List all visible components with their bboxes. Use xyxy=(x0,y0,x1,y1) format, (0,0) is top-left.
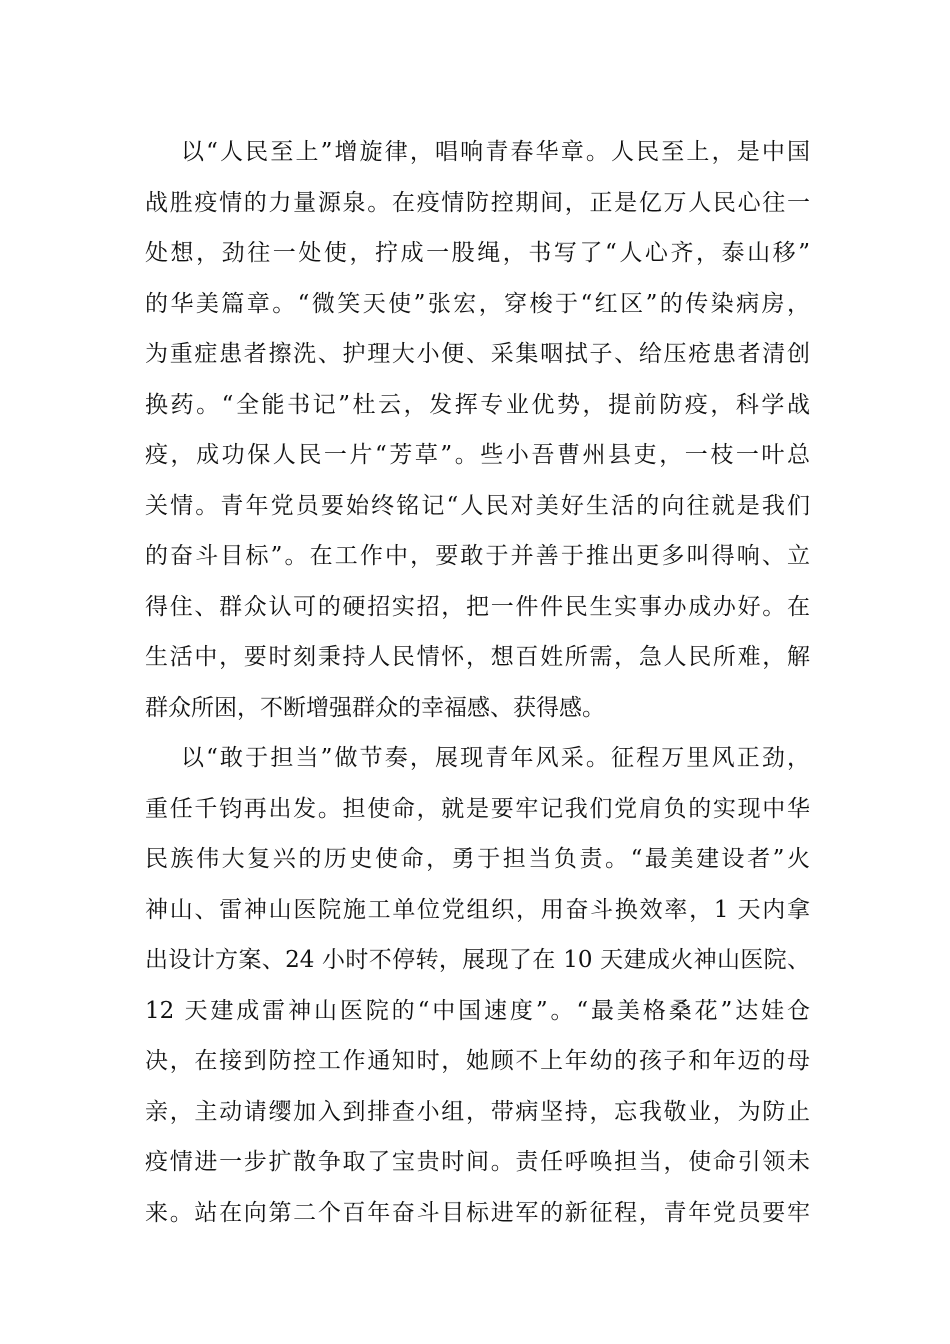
text-line: 以“人民至上”增旋律，唱响青春华章。人民至上，是中国 xyxy=(181,139,810,165)
text-line: 得住、群众认可的硬招实招，把一件件民生实事办成办好。在 xyxy=(145,593,810,620)
text-line: 12 天建成雷神山医院的“中国速度”。“最美格桑花”达娃仓 xyxy=(145,997,810,1024)
text-line: 神山、雷神山医院施工单位党组织，用奋斗换效率，1 天内拿 xyxy=(145,896,810,923)
text-line: 的华美篇章。“微笑天使”张宏，穿梭于“红区”的传染病房， xyxy=(145,290,810,317)
text-line: 关情。青年党员要始终铭记“人民对美好生活的向往就是我们 xyxy=(145,492,810,519)
paragraph-people-first xyxy=(145,130,810,736)
text-line: 为重症患者擦洗、护理大小便、采集咽拭子、给压疮患者清创 xyxy=(145,341,810,367)
text-line: 出设计方案、24 小时不停转，展现了在 10 天建成火神山医院、 xyxy=(145,947,810,973)
body-text xyxy=(145,130,810,1241)
text-line: 亲，主动请缨加入到排查小组，带病坚持，忘我敬业，为防止 xyxy=(145,1098,810,1125)
text-line: 以“敢于担当”做节奏，展现青年风采。征程万里风正劲， xyxy=(181,745,810,771)
text-line: 处想，劲往一处使，拧成一股绳，书写了“人心齐，泰山移” xyxy=(145,240,810,266)
text-line: 疫情进一步扩散争取了宝贵时间。责任呼唤担当，使命引领未 xyxy=(145,1149,810,1175)
text-line: 疫，成功保人民一片“芳草”。些小吾曹州县吏，一枝一叶总 xyxy=(145,442,810,468)
text-line: 生活中，要时刻秉持人民情怀，想百姓所需，急人民所难，解 xyxy=(145,644,810,670)
text-line: 重任千钧再出发。担使命，就是要牢记我们党肩负的实现中华 xyxy=(145,795,810,822)
text-line: 的奋斗目标”。在工作中，要敢于并善于推出更多叫得响、立 xyxy=(145,543,810,569)
text-line: 决，在接到防控工作通知时，她顾不上年幼的孩子和年迈的母 xyxy=(145,1048,810,1074)
text-line: 换药。“全能书记”杜云，发挥专业优势，提前防疫，科学战 xyxy=(145,391,810,418)
text-line: 群众所困，不断增强群众的幸福感、获得感。 xyxy=(145,694,605,721)
text-line: 民族伟大复兴的历史使命，勇于担当负责。“最美建设者”火 xyxy=(145,846,810,872)
text-line: 战胜疫情的力量源泉。在疫情防控期间，正是亿万人民心往一 xyxy=(145,189,810,216)
paragraph-responsibility xyxy=(145,736,810,1241)
text-line: 来。站在向第二个百年奋斗目标进军的新征程，青年党员要牢 xyxy=(145,1199,810,1226)
